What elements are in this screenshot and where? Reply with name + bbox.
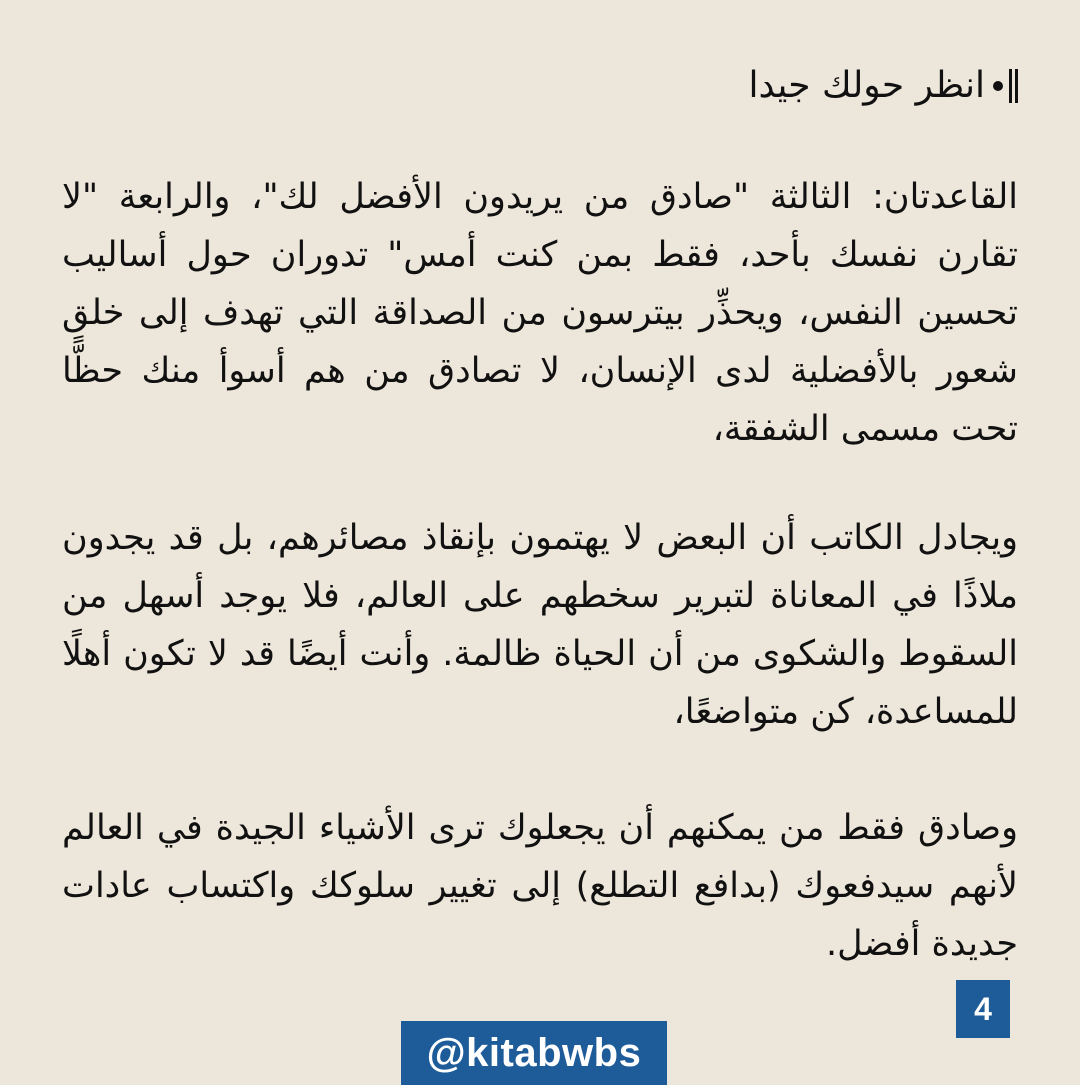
paragraph-3: وصادق فقط من يمكنهم أن يجعلوك ترى الأشياء الجيدة في العالم لأنهم سيدفعوك (بدافع التطلع) إلى تغيير سلوكك واكتساب عادات جديدة أفضل.	[62, 808, 1018, 964]
paragraph-2: ويجادل الكاتب أن البعض لا يهتمون بإنقاذ مصائرهم، بل قد يجدون ملاذًا في المعاناة لتبرير سخطهم على العالم، فلا يوجد أسهل من السقوط والشكوى من أن الحياة ظالمة. وأنت أيضًا قد لا تكون أهلًا للمساعدة، كن متواضعًا،	[62, 518, 1018, 732]
account-handle-badge: @kitabwbs	[401, 1021, 667, 1085]
page-number-badge: 4	[956, 980, 1010, 1038]
paragraph-1: القاعدتان: الثالثة "صادق من يريدون الأفضل لك"، والرابعة "لا تقارن نفسك بأحد، فقط بمن كنت أمس" تدوران حول أساليب تحسين النفس، ويحذِّر بيترسون من الصداقة التي تهدف إلى خلق شعور بالأفضلية لدى الإنسان، لا تصادق من هم أسوأ منك حظًّا تحت مسمى الشفقة،	[62, 177, 1018, 449]
double-bar-icon	[1009, 69, 1018, 103]
heading-text: انظر حولك جيدا	[748, 65, 985, 106]
section-heading	[749, 58, 1018, 114]
bullet-dot-icon	[993, 81, 1003, 91]
heading-marker-icon	[993, 69, 1018, 103]
